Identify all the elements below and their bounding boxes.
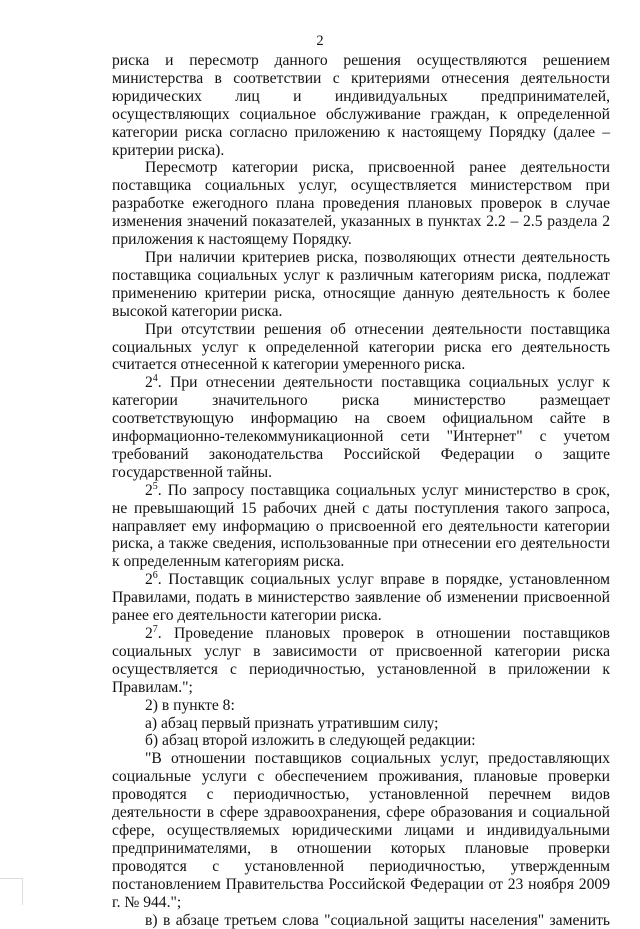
clause-number: 2 xyxy=(145,374,153,391)
page-number: 2 xyxy=(0,33,640,50)
paragraph-4: При отсутствии решения об отнесении деятельности поставщика социальных услуг к определенной категории риска его деятельность считается отнесенной к категории умеренного риска. xyxy=(112,321,610,375)
paragraph-5 xyxy=(112,374,610,481)
paragraph-13: в) в абзаце третьем слова "социальной защиты населения" заменить xyxy=(112,912,610,929)
clause-superscript: 4 xyxy=(153,373,158,384)
paragraph-11: б) абзац второй изложить в следующей редакции: xyxy=(112,732,610,750)
paragraph-1: риска и пересмотр данного решения осуществляются решением министерства в соответствии с критериями отнесения деятельности юридических лиц и индивидуальных предпринимателей, осуществляющих социальное обслуживание граждан, к определенной категории риска согласно приложению к настоящему Порядку (далее – критерии риска). xyxy=(112,52,610,159)
paragraph-6 xyxy=(112,482,610,572)
paragraph-8 xyxy=(112,625,610,697)
page-corner-fold xyxy=(0,878,23,905)
clause-superscript: 7 xyxy=(153,624,158,635)
paragraph-10: а) абзац первый признать утратившим силу; xyxy=(112,715,610,733)
clause-number: 2 xyxy=(145,625,153,642)
paragraph-2: Пересмотр категории риска, присвоенной ранее деятельности поставщика социальных услуг, осуществляется министерством при разработке ежегодного плана проведения плановых проверок в случае изменения значений показателей, указанных в пунктах 2.2 – 2.5 раздела 2 приложения к настоящему Порядку. xyxy=(112,159,610,249)
paragraph-7 xyxy=(112,571,610,625)
clause-text: . Проведение плановых проверок в отношении поставщиков социальных услуг в зависимости от присвоенной категории риска осуществляется с периодичностью, установленной в приложении к Правилам."; xyxy=(112,625,610,696)
clause-superscript: 6 xyxy=(153,570,158,581)
document-body xyxy=(112,52,610,929)
clause-number: 2 xyxy=(145,571,153,588)
clause-superscript: 5 xyxy=(153,481,158,492)
paragraph-9: 2) в пункте 8: xyxy=(112,697,610,715)
clause-text: . При отнесении деятельности поставщика социальных услуг к категории значительного риска министерство размещает соответствующую информацию на своем официальном сайте в информационно-телекоммуникационной сети "Интернет" с учетом требований законодательства Российской Федерации о защите государственной тайны. xyxy=(112,374,610,481)
paragraph-3: При наличии критериев риска, позволяющих отнести деятельность поставщика социальных услуг к различным категориям риска, подлежат применению критерии риска, относящие данную деятельность к более высокой категории риска. xyxy=(112,249,610,321)
clause-text: . Поставщик социальных услуг вправе в порядке, установленном Правилами, подать в министерство заявление об изменении присвоенной ранее его деятельности категории риска. xyxy=(112,571,610,624)
clause-number: 2 xyxy=(145,482,153,499)
paragraph-12: "В отношении поставщиков социальных услуг, предоставляющих социальные услуги с обеспечением проживания, плановые проверки проводятся с периодичностью, установленной перечнем видов деятельности в сфере здравоохранения, сфере образования и социальной сфере, осуществляемых юридическими лицами и индивидуальными предпринимателями, в отношении которых плановые проверки проводятся с установленной периодичностью, утвержденным постановлением Правительства Российской Федерации от 23 ноября 2009 г. № 944."; xyxy=(112,750,610,911)
clause-text: . По запросу поставщика социальных услуг министерство в срок, не превышающий 15 рабочих дней с даты поступления такого запроса, направляет ему информацию о присвоенной его деятельности категории риска, а также сведения, использованные при отнесении его деятельности к определенным категориям риска. xyxy=(112,482,610,571)
